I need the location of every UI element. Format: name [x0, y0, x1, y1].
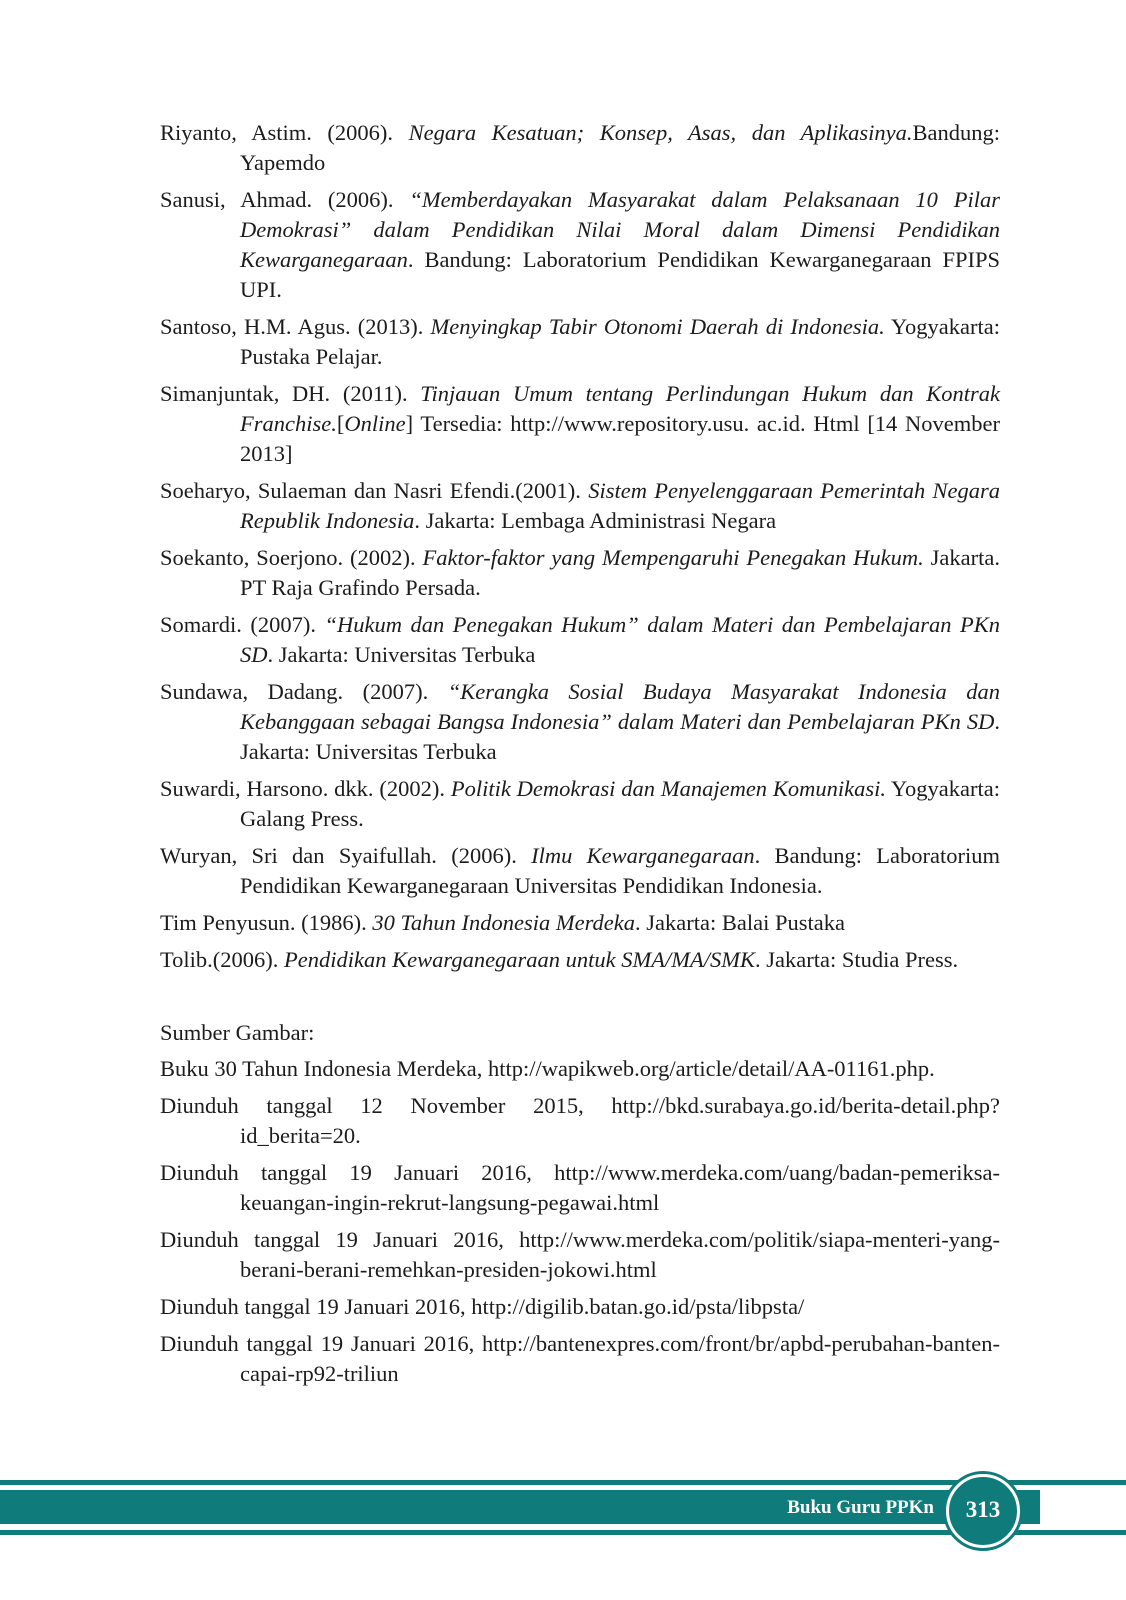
reference-entry: Sanusi, Ahmad. (2006). “Memberdayakan Masyarakat dalam Pelaksanaan 10 Pilar Demokrasi” dalam Pendidikan Nilai Moral dalam Dimensi Pendidikan Kewarganegaraan. Bandung: Laboratorium Pendidikan Kewarganegaraan FPIPS UPI.: [160, 187, 1000, 302]
reference-entry: Simanjuntak, DH. (2011). Tinjauan Umum tentang Perlindungan Hukum dan Kontrak Franchise.[Online] Tersedia: http://www.repository.usu. ac.id. Html [14 November 2013]: [160, 381, 1000, 466]
page-number-badge: [946, 1474, 1020, 1548]
image-source-entry: Diunduh tanggal 19 Januari 2016, http://www.merdeka.com/uang/badan-pemeriksa-keuangan-ingin-rekrut-langsung-pegawai.html: [160, 1160, 1000, 1215]
reference-entry: Somardi. (2007). “Hukum dan Penegakan Hukum” dalam Materi dan Pembelajaran PKn SD. Jakarta: Universitas Terbuka: [160, 612, 1000, 667]
reference-entry: Wuryan, Sri dan Syaifullah. (2006). Ilmu Kewarganegaraan. Bandung: Laboratorium Pendidikan Kewarganegaraan Universitas Pendidikan Indonesia.: [160, 843, 1000, 898]
reference-entry: Tim Penyusun. (1986). 30 Tahun Indonesia Merdeka. Jakarta: Balai Pustaka: [160, 910, 845, 935]
reference-entry: Suwardi, Harsono. dkk. (2002). Politik Demokrasi dan Manajemen Komunikasi. Yogyakarta: Galang Press.: [160, 776, 1000, 831]
page-number: 313: [965, 1497, 1001, 1522]
reference-entry: Tolib.(2006). Pendidikan Kewarganegaraan untuk SMA/MA/SMK. Jakarta: Studia Press.: [160, 947, 959, 972]
image-source-entry: Diunduh tanggal 19 Januari 2016, http://bantenexpres.com/front/br/apbd-perubahan-banten-capai-rp92-triliun: [160, 1331, 1000, 1386]
image-sources-heading: Sumber Gambar:: [160, 1020, 315, 1045]
image-source-entry: Diunduh tanggal 19 Januari 2016, http://www.merdeka.com/politik/siapa-menteri-yang-berani-berani-remehkan-presiden-jokowi.html: [160, 1227, 1000, 1282]
reference-entry: Sundawa, Dadang. (2007). “Kerangka Sosial Budaya Masyarakat Indonesia dan Kebanggaan sebagai Bangsa Indonesia” dalam Materi dan Pembelajaran PKn SD. Jakarta: Universitas Terbuka: [160, 679, 1000, 764]
footer-book-title: Buku Guru PPKn: [787, 1497, 934, 1518]
image-source-entry: Buku 30 Tahun Indonesia Merdeka, http://wapikweb.org/article/detail/AA-01161.php.: [160, 1056, 935, 1081]
reference-entry: Santoso, H.M. Agus. (2013). Menyingkap Tabir Otonomi Daerah di Indonesia. Yogyakarta: Pustaka Pelajar.: [160, 314, 1000, 369]
reference-entry: Riyanto, Astim. (2006). Negara Kesatuan; Konsep, Asas, dan Aplikasinya.Bandung: Yapemdo: [160, 120, 1000, 175]
reference-entry: Soeharyo, Sulaeman dan Nasri Efendi.(2001). Sistem Penyelenggaraan Pemerintah Negara Republik Indonesia. Jakarta: Lembaga Administrasi Negara: [160, 478, 1001, 533]
image-source-entry: Diunduh tanggal 12 November 2015, http://bkd.surabaya.go.id/berita-detail.php?id_berita=20.: [160, 1093, 1000, 1148]
image-sources-list: [160, 1054, 1000, 1389]
image-source-entry: Diunduh tanggal 19 Januari 2016, http://digilib.batan.go.id/psta/libpsta/: [160, 1294, 805, 1319]
reference-list: [160, 118, 1000, 975]
reference-entry: Soekanto, Soerjono. (2002). Faktor-faktor yang Mempengaruhi Penegakan Hukum. Jakarta. PT Raja Grafindo Persada.: [160, 545, 1001, 600]
page-content: [160, 118, 1000, 1396]
